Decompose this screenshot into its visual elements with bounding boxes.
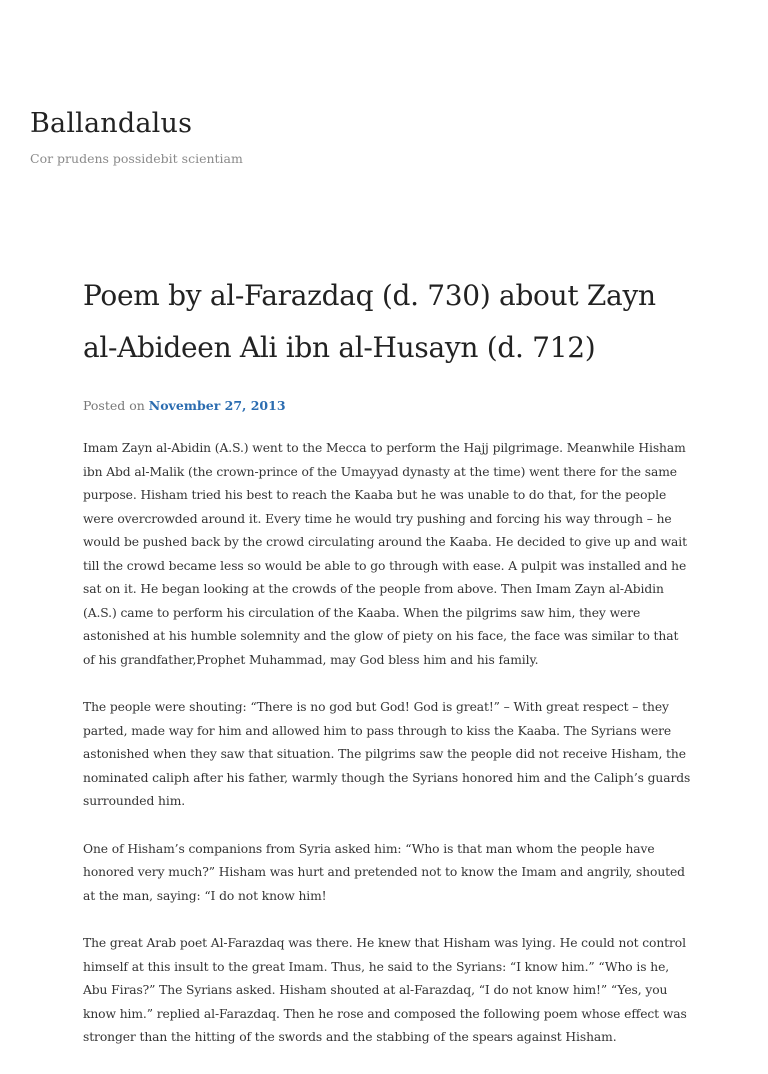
- site-description: Cor prudens possidebit scientiam: [30, 151, 243, 166]
- post-title: Poem by al-Farazdaq (d. 730) about Zayn al-Abideen Ali ibn al-Husayn (d. 712): [83, 279, 656, 364]
- post-meta: [83, 398, 693, 413]
- post-date-link[interactable]: November 27, 2013: [148, 398, 286, 413]
- post-paragraph: One of Hisham’s companions from Syria asked him: “Who is that man whom the people have honored very much?” Hisham was hurt and pretended not to know the Imam and angrily, shouted at the man, saying: “I do not know him!: [83, 841, 685, 903]
- post-paragraph: The great Arab poet Al-Farazdaq was there. He knew that Hisham was lying. He could not control himself at this insult to the great Imam. Thus, he said to the Syrians: “I know him.” “Who is he, Abu Firas?” The Syrians asked. Hisham shouted at al-Farazdaq, “I do not know him!” “Yes, you know him.” replied al-Farazdaq. Then he rose and composed the following poem whose effect was stronger than the hitting of the swords and the stabbing of the spears against Hisham.: [83, 936, 687, 1044]
- post-content: [83, 437, 693, 1050]
- post-article: [83, 270, 693, 1074]
- site-title-link[interactable]: Ballandalus: [30, 108, 193, 139]
- post-paragraph: Imam Zayn al-Abidin (A.S.) went to the Mecca to perform the Hajj pilgrimage. Meanwhile Hisham ibn Abd al-Malik (the crown-prince of the Umayyad dynasty at the time) went there for the same purpose. Hisham tried his best to reach the Kaaba but he was unable to do that, for the people were overcrowded around it. Every time he would try pushing and forcing his way through – he would be pushed back by the crowd circulating around the Kaaba. He decided to give up and wait till the crowd became less so would be able to go through with ease. A pulpit was installed and he sat on it. He began looking at the crowds of the people from above. Then Imam Zayn al-Abidin (A.S.) came to perform his circulation of the Kaaba. When the pilgrims saw him, they were astonished at his humble solemnity and the glow of piety on his face, the face was similar to that of his grandfather,Prophet Muhammad, may God bless him and his family.: [83, 441, 687, 667]
- posted-on-label: Posted on: [83, 398, 149, 413]
- post-paragraph: The people were shouting: “There is no god but God! God is great!” – With great respect – they parted, made way for him and allowed him to pass through to kiss the Kaaba. The Syrians were astonished when they saw that situation. The pilgrims saw the people did not receive Hisham, the nominated caliph after his father, warmly though the Syrians honored him and the Caliph’s guards surrounded him.: [83, 700, 691, 808]
- site-header: [30, 108, 730, 166]
